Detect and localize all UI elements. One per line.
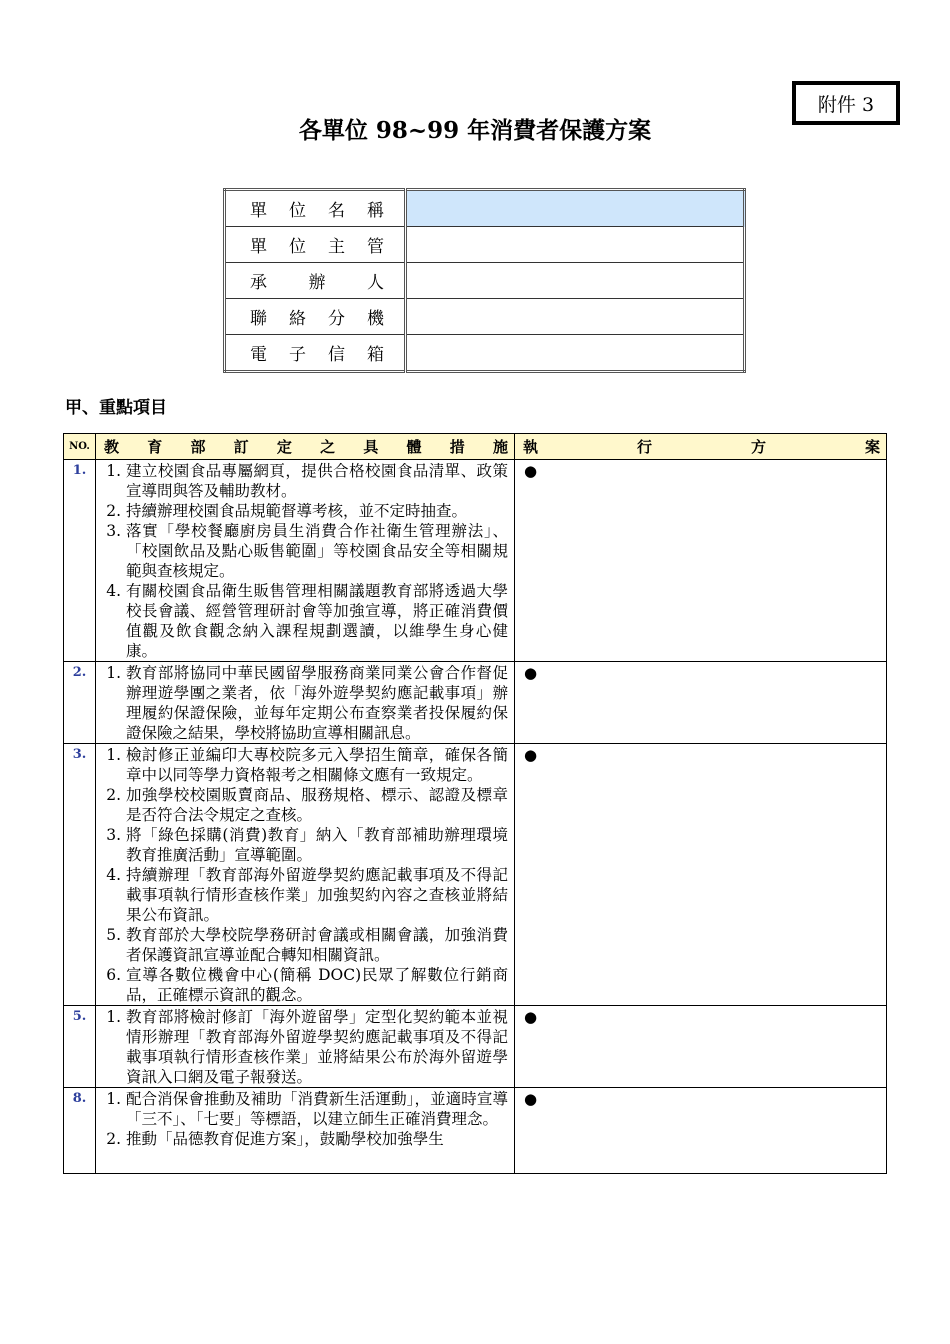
measure-item: 3. 將「綠色採購(消費)教育」納入「教育部補助辦理環境教育推廣活動」宣導範圍。	[126, 825, 508, 865]
measure-item: 1. 建立校園食品專屬網頁，提供合格校園食品清單、政策宣導問與答及輔助教材。	[126, 461, 508, 501]
measure-list	[96, 1088, 514, 1149]
row-number: 2.	[64, 662, 96, 744]
info-label-char: 箱	[367, 345, 384, 365]
info-label-char: 人	[367, 273, 384, 293]
table-row	[64, 1006, 887, 1088]
info-label-char: 絡	[289, 309, 306, 329]
table-row	[64, 460, 887, 662]
header-measures-char: 部	[190, 438, 206, 456]
header-exec-char: 方	[750, 438, 766, 456]
info-value-field[interactable]	[406, 190, 745, 227]
header-measures-char: 教	[104, 438, 120, 456]
info-label-char: 辦	[308, 273, 326, 293]
info-label-char: 單	[250, 201, 267, 221]
info-row	[225, 227, 745, 263]
measure-list	[96, 662, 514, 743]
section-heading: 甲、重點項目	[65, 398, 167, 418]
row-measures	[96, 744, 515, 1006]
info-label-char: 稱	[367, 201, 384, 221]
info-label	[225, 227, 406, 263]
row-measures	[96, 1006, 515, 1088]
row-execution: ●	[515, 744, 887, 1006]
measure-list	[96, 1006, 514, 1087]
measure-item: 1. 教育部將檢討修訂「海外遊留學」定型化契約範本並視情形辦理「教育部海外留遊學契約應記載事項及不得記載事項執行情形查核作業」並將結果公布於海外留遊學資訊入口網及電子報發送。	[126, 1007, 508, 1087]
info-label-char: 聯	[250, 309, 267, 329]
measure-item: 5. 教育部於大學校院學務研討會議或相關會議，加強消費者保護資訊宣導並配合轉知相關資訊。	[126, 925, 508, 965]
header-measures-char: 具	[363, 438, 379, 456]
measure-item: 4. 有關校園食品衛生販售管理相關議題教育部將透過大學校長會議、經營管理研討會等加強宣導，將正確消費價值觀及飲食觀念納入課程規劃選讀，以維學生身心健康。	[126, 581, 508, 661]
header-execution	[515, 434, 887, 460]
info-label-char: 管	[367, 237, 384, 257]
info-label-char: 分	[328, 309, 345, 329]
row-execution: ●	[515, 460, 887, 662]
info-label-char: 電	[250, 345, 267, 365]
header-measures-char: 之	[320, 438, 336, 456]
info-label	[225, 190, 406, 227]
header-exec-char: 執	[523, 438, 539, 456]
row-number: 3.	[64, 744, 96, 1006]
measure-item: 2. 推動「品德教育促進方案」，鼓勵學校加強學生	[126, 1129, 508, 1149]
row-number: 1.	[64, 460, 96, 662]
info-label-char: 承	[250, 273, 267, 293]
info-value-field[interactable]	[406, 299, 745, 335]
table-row	[64, 1088, 887, 1174]
measure-item: 3. 落實「學校餐廳廚房員生消費合作社衛生管理辦法」、「校園飲品及點心販售範圍」等校園食品安全等相關規範與查核規定。	[126, 521, 508, 581]
measure-item: 4. 持續辦理「教育部海外留遊學契約應記載事項及不得記載事項執行情形查核作業」加強契約內容之查核並將結果公布資訊。	[126, 865, 508, 925]
info-row	[225, 263, 745, 299]
header-measures-char: 訂	[233, 438, 249, 456]
row-measures	[96, 460, 515, 662]
header-measures-char: 定	[276, 438, 292, 456]
info-value-field[interactable]	[406, 227, 745, 263]
row-number: 5.	[64, 1006, 96, 1088]
table-header-row	[64, 434, 887, 460]
measure-item: 2. 持續辦理校園食品規範督導考核，並不定時抽查。	[126, 501, 508, 521]
measure-list	[96, 744, 514, 1005]
table-row	[64, 662, 887, 744]
row-measures	[96, 1088, 515, 1174]
info-value-field[interactable]	[406, 263, 745, 299]
measure-item: 1. 配合消保會推動及補助「消費新生活運動」，並適時宣導「三不」、「七要」等標語，以建立師生正確消費理念。	[126, 1089, 508, 1129]
unit-info-table	[223, 188, 746, 373]
info-label	[225, 263, 406, 299]
row-measures	[96, 662, 515, 744]
measure-item: 2. 加強學校校園販賣商品、服務規格、標示、認證及標章是否符合法令規定之查核。	[126, 785, 508, 825]
row-execution: ●	[515, 1006, 887, 1088]
header-measures-char: 施	[492, 438, 508, 456]
row-execution: ●	[515, 662, 887, 744]
row-number: 8.	[64, 1088, 96, 1174]
measure-item: 1. 教育部將協同中華民國留學服務商業同業公會合作督促辦理遊學團之業者，依「海外遊學契約應記載事項」辦理履約保證保險，並每年定期公布查察業者投保履約保證保險之結果，學校將協助宣導相關訊息。	[126, 663, 508, 743]
info-label-char: 名	[328, 201, 345, 221]
page-title: 各單位 98~99 年消費者保護方案	[298, 117, 652, 144]
header-measures	[96, 434, 515, 460]
header-no: NO.	[64, 434, 96, 460]
info-row	[225, 299, 745, 335]
table-row	[64, 744, 887, 1006]
info-row	[225, 190, 745, 227]
header-exec-char: 案	[864, 438, 880, 456]
info-label-char: 單	[250, 237, 267, 257]
header-measures-char: 育	[147, 438, 163, 456]
info-label-char: 位	[289, 201, 306, 221]
attachment-label: 附件 3	[792, 81, 900, 125]
measure-list	[96, 460, 514, 661]
header-measures-char: 體	[406, 438, 422, 456]
row-execution: ●	[515, 1088, 887, 1174]
measures-table	[63, 433, 887, 1174]
info-label-char: 子	[289, 345, 306, 365]
info-row	[225, 335, 745, 372]
header-measures-char: 措	[449, 438, 465, 456]
info-label-char: 機	[367, 309, 384, 329]
header-exec-char: 行	[636, 438, 652, 456]
info-value-field[interactable]	[406, 335, 745, 372]
measure-item: 6. 宣導各數位機會中心(簡稱 DOC)民眾了解數位行銷商品，正確標示資訊的觀念。	[126, 965, 508, 1005]
info-label-char: 主	[328, 237, 345, 257]
info-label-char: 信	[328, 345, 345, 365]
info-label	[225, 335, 406, 372]
measure-item: 1. 檢討修正並編印大專校院多元入學招生簡章，確保各簡章中以同等學力資格報考之相關條文應有一致規定。	[126, 745, 508, 785]
info-label-char: 位	[289, 237, 306, 257]
info-label	[225, 299, 406, 335]
